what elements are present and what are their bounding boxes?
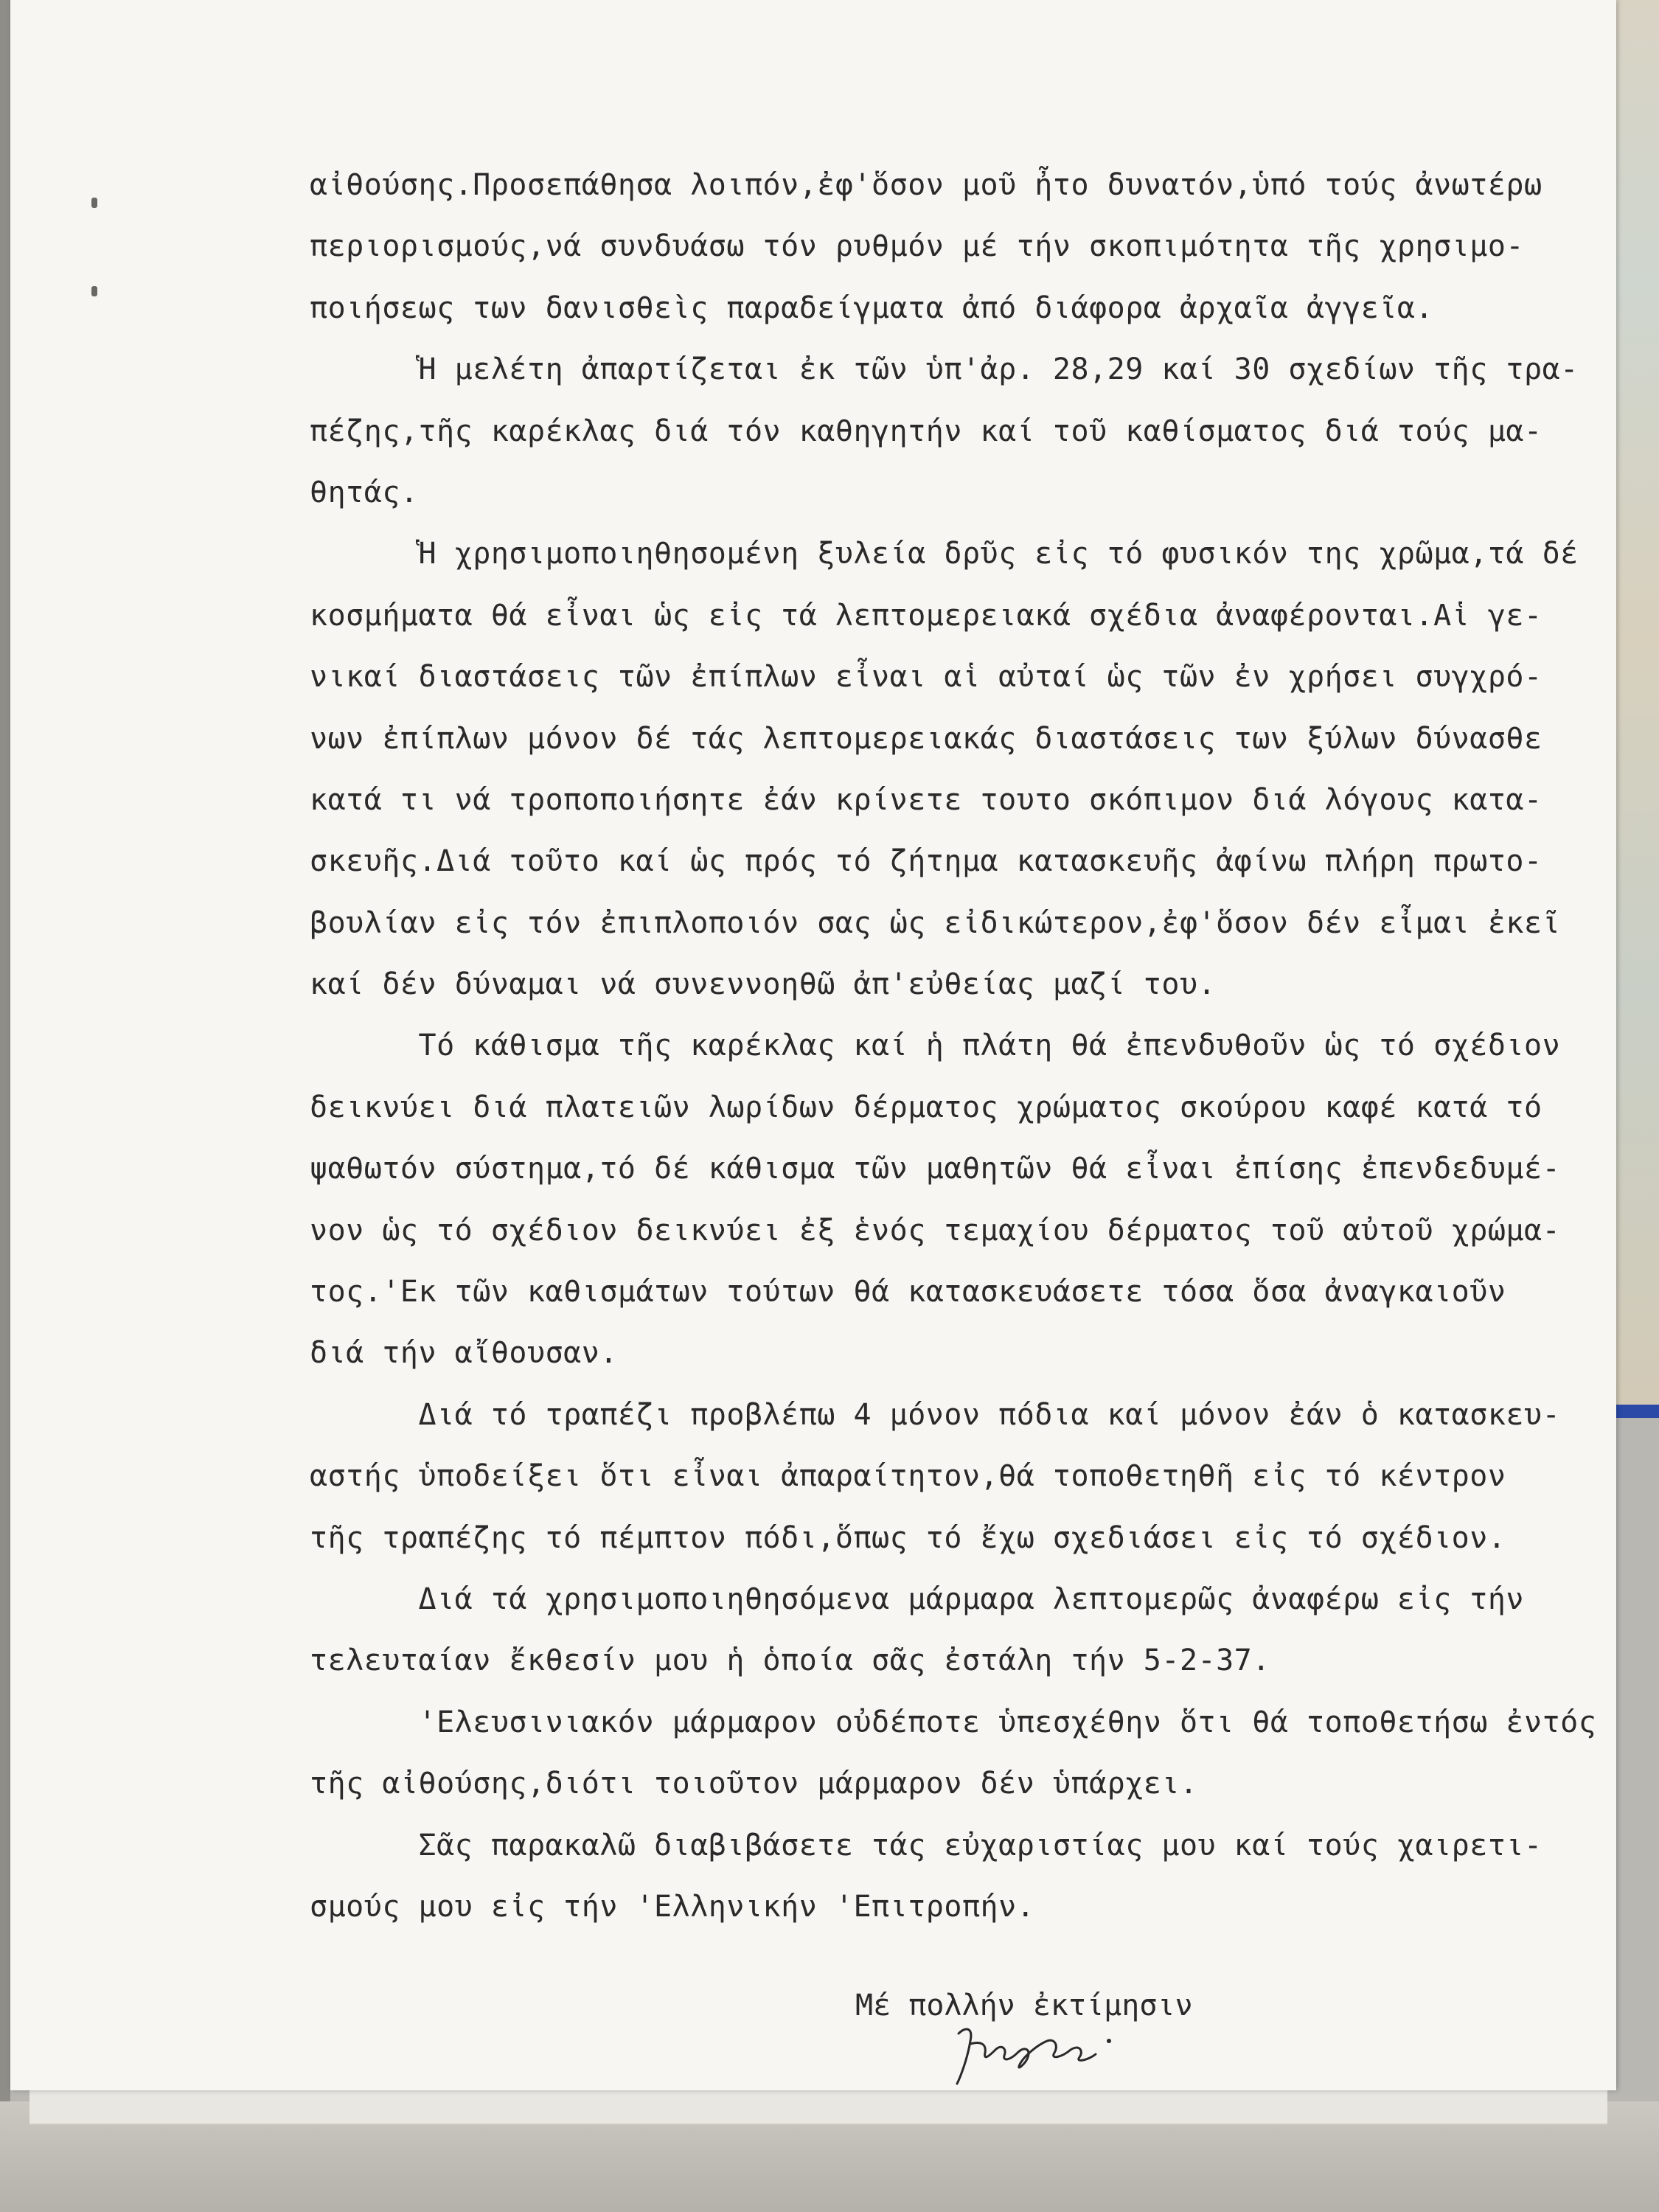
text-line: περιορισμούς,νά συνδυάσω τόν ρυθμόν μέ τήν σκοπιμότητα τῆς χρησιμο- — [310, 229, 1524, 264]
signature-icon — [944, 2019, 1135, 2085]
text-line: Σᾶς παρακαλῶ διαβιβάσετε τάς εὐχαριστίας μου καί τούς χαιρετι- — [310, 1828, 1543, 1863]
text-line: τελευταίαν ἔκθεσίν μου ἡ ὁποία σᾶς ἐστάλη τήν 5-2-37. — [310, 1644, 1270, 1678]
text-line: κοσμήματα θά εἶναι ὡς εἰς τά λεπτομερειακά σχέδια ἀναφέρονται.Αἱ γε- — [310, 598, 1543, 633]
text-line: βουλίαν εἰς τόν ἐπιπλοποιόν σας ὡς εἰδικώτερον,ἐφ'ὅσον δέν εἶμαι ἐκεῖ — [310, 905, 1561, 940]
punch-mark — [91, 286, 97, 296]
text-line: αἰθούσης.Προσεπάθησα λοιπόν,ἐφ'ὅσον μοῦ ἦτο δυνατόν,ὑπό τούς ἀνωτέρω — [310, 168, 1543, 202]
text-line: τῆς αἰθούσης,διότι τοιοῦτον μάρμαρον δέν ὑπάρχει. — [310, 1767, 1198, 1801]
text-line: πέζης,τῆς καρέκλας διά τόν καθηγητήν καί τοῦ καθίσματος διά τούς μα- — [310, 414, 1543, 448]
text-line: δεικνύει διά πλατειῶν λωρίδων δέρματος χρώματος σκούρου καφέ κατά τό — [310, 1090, 1543, 1124]
text-line: αστής ὑποδείξει ὅτι εἶναι ἀπαραίτητον,θά τοποθετηθῆ εἰς τό κέντρον — [310, 1459, 1506, 1494]
text-line: νον ὡς τό σχέδιον δεικνύει ἐξ ἑνός τεμαχίου δέρματος τοῦ αὐτοῦ χρώμα- — [310, 1213, 1561, 1248]
text-line: Τό κάθισμα τῆς καρέκλας καί ἡ πλάτη θά ἐπενδυθοῦν ὡς τό σχέδιον — [310, 1029, 1561, 1063]
text-line: θητάς. — [310, 475, 419, 509]
text-line: Διά τό τραπέζι προβλέπω 4 μόνον πόδια καί μόνον ἐάν ὁ κατασκευ- — [310, 1397, 1561, 1432]
text-line: κατά τι νά τροποποιήσητε ἐάν κρίνετε τουτο σκόπιμον διά λόγους κατα- — [310, 782, 1543, 817]
text-line: σμούς μου εἰς τήν 'Ελληνικήν 'Επιτροπήν. — [310, 1889, 1035, 1924]
text-line: Ἡ χρησιμοποιηθησομένη ξυλεία δρῦς εἰς τό φυσικόν της χρῶμα,τά δέ — [310, 537, 1579, 571]
text-line: τῆς τραπέζης τό πέμπτον πόδι,ὅπως τό ἔχω σχεδιάσει εἰς τό σχέδιον. — [310, 1520, 1506, 1555]
text-line: ποιήσεως των δανισθεὶς παραδείγματα ἀπό διάφορα ἀρχαῖα ἀγγεῖα. — [310, 291, 1434, 325]
text-line: διά τήν αἴθουσαν. — [310, 1336, 618, 1371]
text-line: νων ἐπίπλων μόνον δέ τάς λεπτομερειακάς διαστάσεις των ξύλων δύνασθε — [310, 721, 1543, 756]
text-line: καί δέν δύναμαι νά συνεννοηθῶ ἀπ'εὐθείας μαζί του. — [310, 967, 1217, 1002]
closing-salutation: Μέ πολλήν ἐκτίμησιν — [855, 1989, 1193, 2023]
text-line: 'Ελευσινιακόν μάρμαρον οὐδέποτε ὑπεσχέθην ὅτι θά τοποθετήσω ἐντός — [310, 1705, 1597, 1739]
text-line: σκευῆς.Διά τοῦτο καί ὡς πρός τό ζήτημα κατασκευῆς ἀφίνω πλήρη πρωτο- — [310, 844, 1543, 879]
text-line: ψαθωτόν σύστημα,τό δέ κάθισμα τῶν μαθητῶν θά εἶναι ἐπίσης ἐπενδεδυμέ- — [310, 1152, 1561, 1186]
text-line: Διά τά χρησιμοποιηθησόμενα μάρμαρα λεπτομερῶς ἀναφέρω εἰς τήν — [310, 1582, 1524, 1616]
text-line: νικαί διαστάσεις τῶν ἐπίπλων εἶναι αἱ αὐταί ὡς τῶν ἐν χρήσει συγχρό- — [310, 660, 1543, 695]
text-line: Ἡ μελέτη ἀπαρτίζεται ἐκ τῶν ὑπ'ἀρ. 28,29 καί 30 σχεδίων τῆς τρα- — [310, 352, 1579, 387]
letter-body — [310, 155, 1597, 1938]
text-line: τος.'Εκ τῶν καθισμάτων τούτων θά κατασκευάσετε τόσα ὅσα ἀναγκαιοῦν — [310, 1275, 1506, 1310]
punch-mark — [91, 198, 97, 208]
background-desk-left — [0, 0, 10, 2212]
